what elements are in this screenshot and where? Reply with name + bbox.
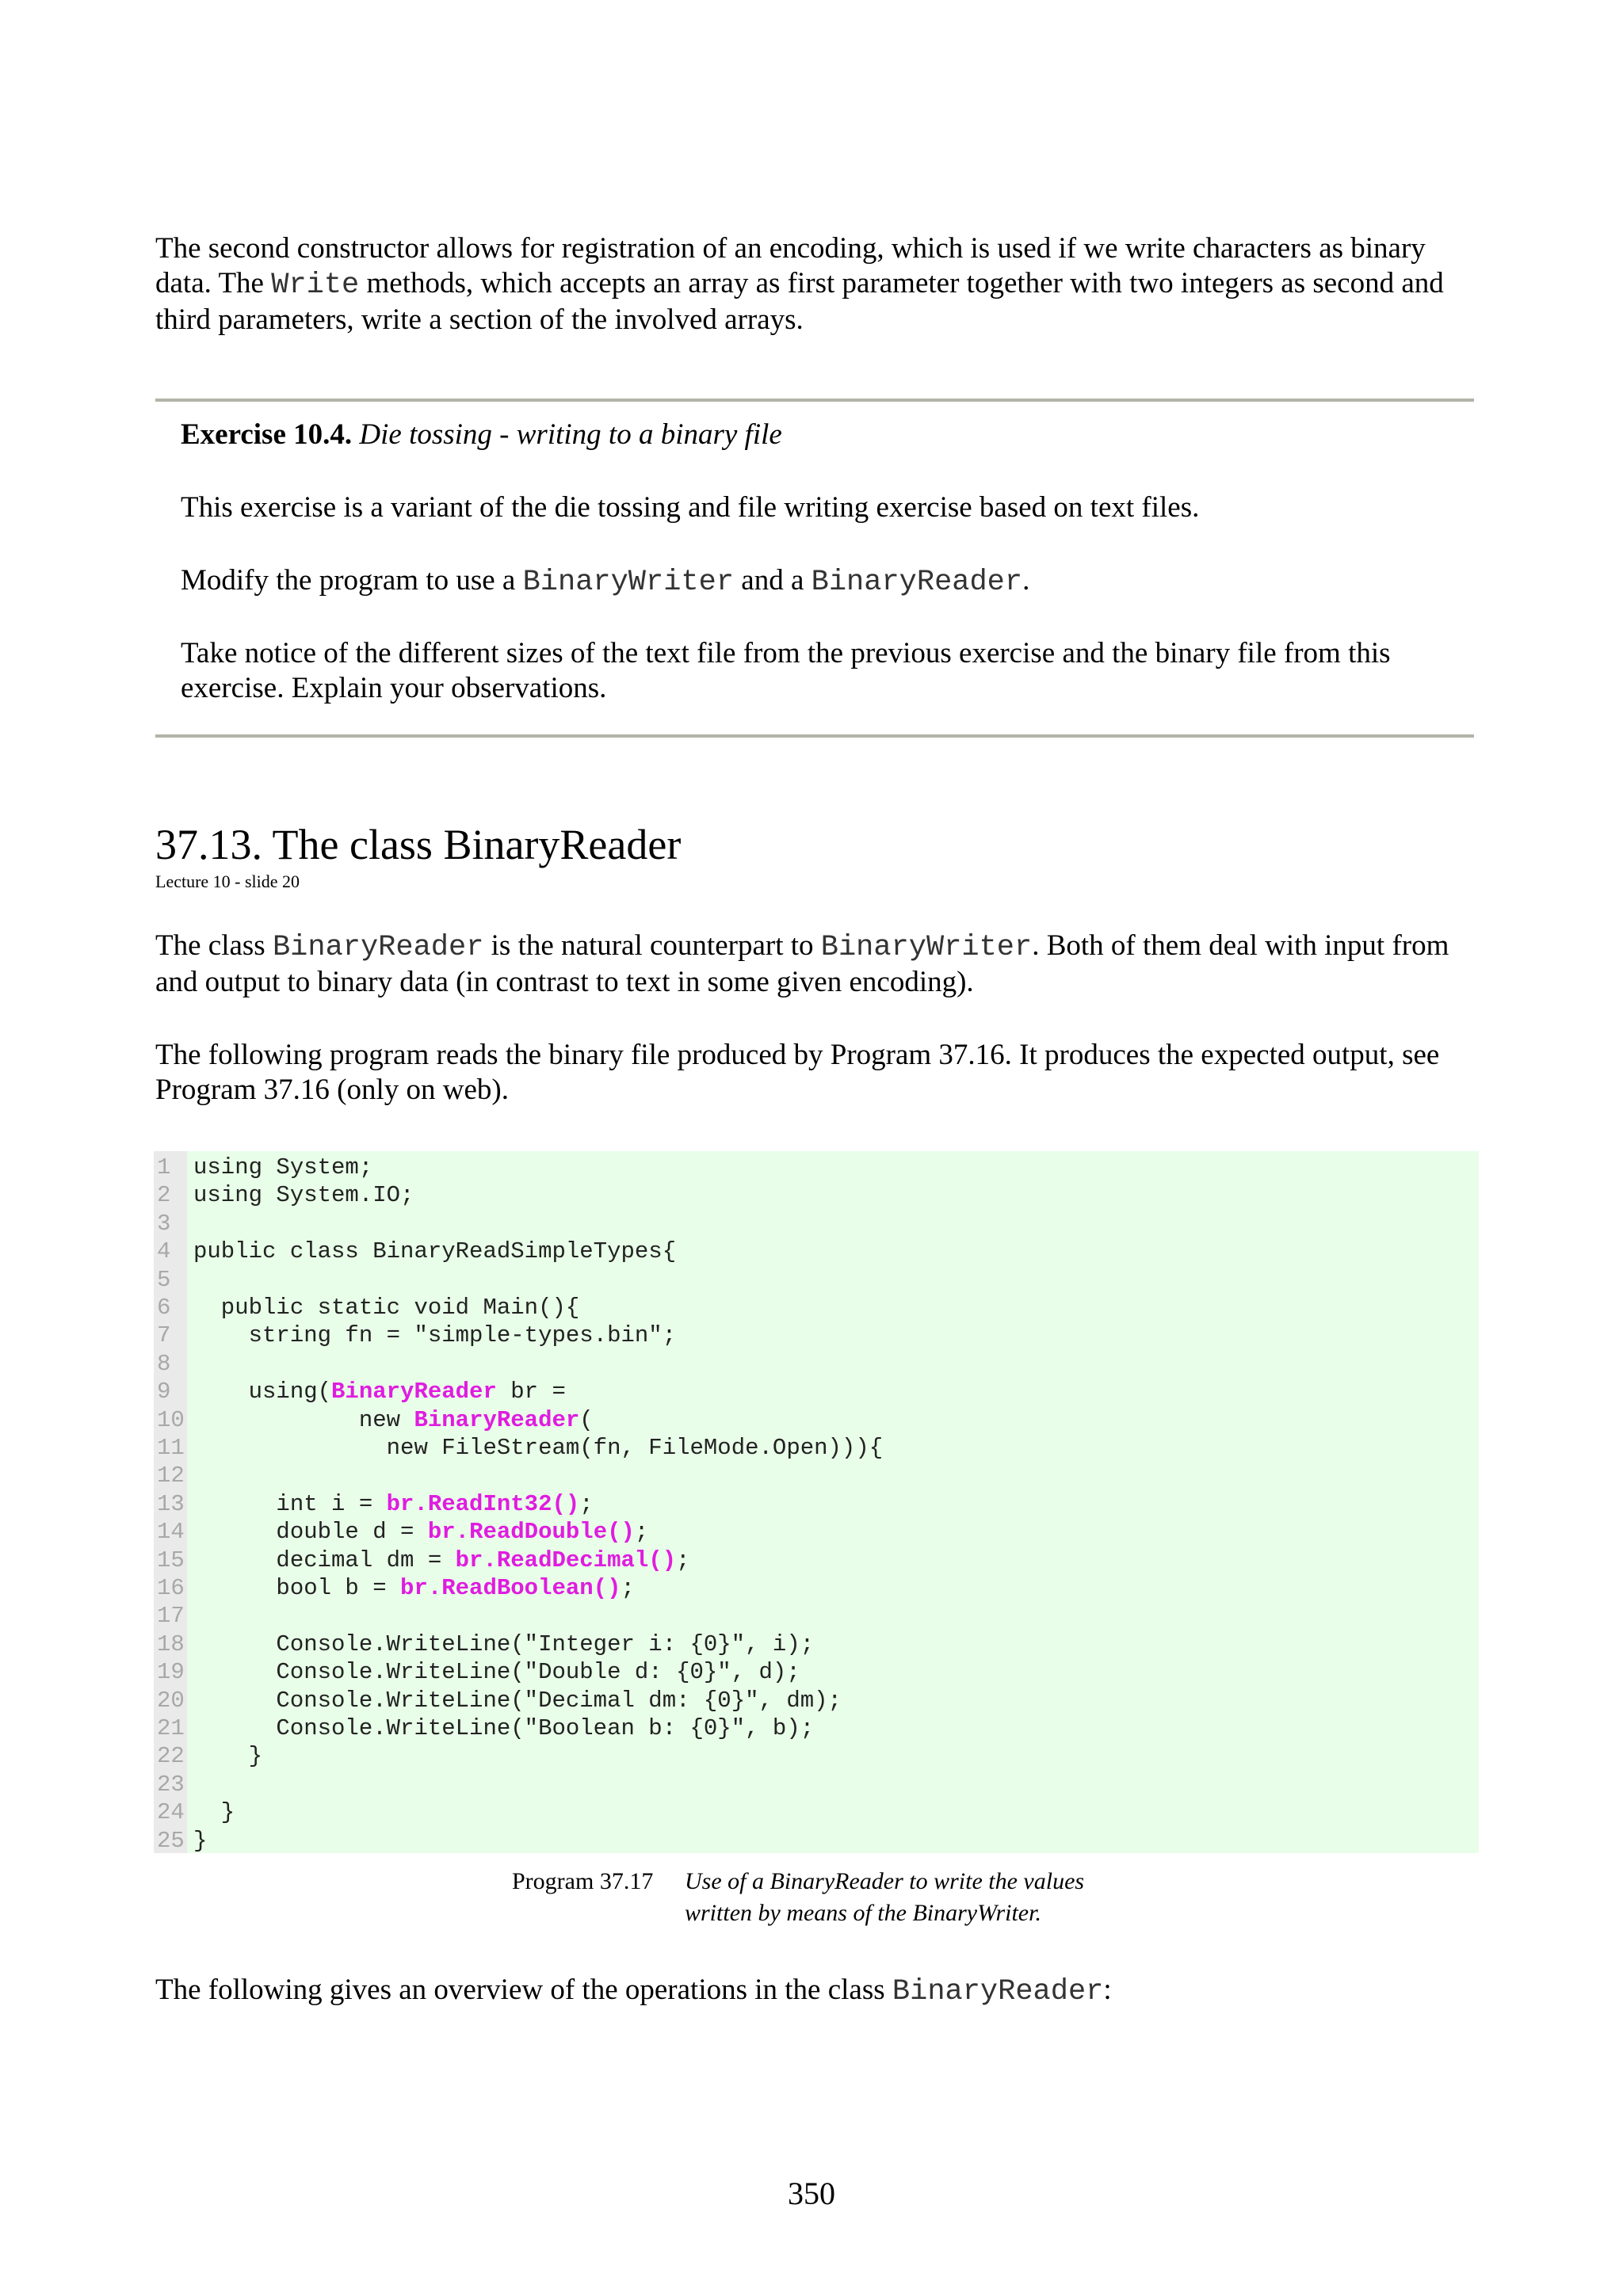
section-heading: 37.13. The class BinaryReader <box>155 821 682 868</box>
line-number: 7 <box>157 1322 171 1349</box>
code-highlight: BinaryReader <box>414 1406 580 1433</box>
line-number: 23 <box>157 1771 185 1798</box>
code-token: new <box>193 1406 414 1433</box>
line-number: 20 <box>157 1687 185 1714</box>
line-number: 3 <box>157 1210 171 1237</box>
code-token: using System; <box>193 1154 373 1180</box>
code-text <box>193 1658 800 1686</box>
code-text <box>193 1490 594 1518</box>
code-text <box>193 1798 235 1826</box>
line-number: 13 <box>157 1490 185 1517</box>
code-token: br = <box>496 1379 566 1405</box>
code-token: using( <box>193 1379 332 1405</box>
code-highlight: br.ReadBoolean() <box>400 1575 621 1601</box>
line-number: 14 <box>157 1519 185 1546</box>
line-number: 4 <box>157 1238 171 1265</box>
code-text <box>193 1434 883 1462</box>
section-text: is the natural counterpart to <box>483 929 821 962</box>
exercise-paragraph-3: Take notice of the different sizes of the text file from the previous exercise and the binary file from this exercise. Explain your observations. <box>181 637 1391 704</box>
inline-code-binarywriter: BinaryWriter <box>820 931 1033 964</box>
code-text <box>193 1238 676 1265</box>
closing-text-end: : <box>1103 1974 1112 2006</box>
code-token: Console.WriteLine("Integer i: {0}", i); <box>193 1630 815 1657</box>
line-number: 10 <box>157 1406 185 1433</box>
line-number: 11 <box>157 1435 185 1461</box>
code-token: Console.WriteLine("Decimal dm: {0}", dm); <box>193 1687 842 1714</box>
code-text <box>193 1630 814 1658</box>
code-text <box>193 1742 262 1770</box>
caption-label: Program 37.17 <box>512 1868 654 1894</box>
code-text <box>193 1827 207 1855</box>
line-number: 12 <box>157 1463 185 1489</box>
section-text: The class <box>155 929 273 962</box>
code-highlight: br.ReadDecimal() <box>455 1547 677 1573</box>
code-token: } <box>193 1743 263 1770</box>
section-text: . Both of them deal with input from and output to binary data (in contrast to text in some given encoding). <box>155 929 1449 998</box>
code-text <box>193 1294 579 1322</box>
inline-code-binarywriter: BinaryWriter <box>522 566 735 599</box>
line-number: 15 <box>157 1547 185 1573</box>
section-paragraph-2: The following program reads the binary file produced by Program 37.16. It produces the expected output, see Program 37.16 (only on web). <box>155 1039 1440 1106</box>
line-number: 25 <box>157 1827 185 1854</box>
code-token: using System.IO; <box>193 1182 414 1209</box>
inline-code-binaryreader: BinaryReader <box>272 931 484 964</box>
code-text <box>193 1547 690 1574</box>
code-token: string fn = "simple-types.bin"; <box>193 1322 677 1349</box>
line-number: 1 <box>157 1154 171 1180</box>
line-number: 21 <box>157 1715 185 1741</box>
exercise-paragraph-2 <box>181 563 1449 600</box>
line-number: 9 <box>157 1379 171 1405</box>
exercise-text: . <box>1022 564 1030 597</box>
intro-text: The second constructor allows for registration of an encoding, which is used if we write characters as binary data. The <box>155 232 1426 299</box>
line-number: 22 <box>157 1743 185 1770</box>
code-text <box>193 1714 814 1742</box>
exercise-heading <box>181 418 1449 452</box>
code-token: ; <box>579 1490 594 1517</box>
code-token: public class BinaryReadSimpleTypes{ <box>193 1238 677 1265</box>
caption-text: Use of a BinaryReader to write the values written by means of the BinaryWriter. <box>685 1868 1085 1926</box>
code-token: ( <box>579 1406 594 1433</box>
line-number: 6 <box>157 1295 171 1321</box>
inline-code-write: Write <box>271 269 360 302</box>
line-number: 18 <box>157 1630 185 1657</box>
code-highlight: BinaryReader <box>331 1379 497 1405</box>
code-token: ; <box>676 1547 690 1573</box>
exercise-title: Die tossing - writing to a binary file <box>359 418 782 451</box>
line-number: 17 <box>157 1603 185 1630</box>
code-text <box>193 1378 566 1405</box>
line-number: 16 <box>157 1575 185 1601</box>
code-token: decimal dm = <box>193 1547 456 1573</box>
code-token: Console.WriteLine("Boolean b: {0}", b); <box>193 1715 815 1741</box>
code-token: double d = <box>193 1519 428 1546</box>
exercise-label: Exercise 10.4. <box>181 418 353 451</box>
code-token: } <box>193 1799 235 1826</box>
line-number: 5 <box>157 1266 171 1293</box>
code-text <box>193 1406 594 1434</box>
closing-paragraph <box>155 1973 1474 2009</box>
exercise-box <box>155 399 1474 738</box>
line-number: 8 <box>157 1350 171 1377</box>
code-text <box>193 1687 842 1714</box>
code-token: ; <box>634 1519 649 1546</box>
code-highlight: br.ReadInt32() <box>386 1490 580 1517</box>
line-number: 2 <box>157 1182 171 1209</box>
intro-paragraph <box>155 231 1474 338</box>
code-token: } <box>193 1827 208 1854</box>
slide-reference: Lecture 10 - slide 20 <box>155 871 300 891</box>
code-token: bool b = <box>193 1575 401 1601</box>
closing-text: The following gives an overview of the operations in the class <box>155 1974 892 2006</box>
code-token: Console.WriteLine("Double d: {0}", d); <box>193 1659 800 1686</box>
code-token: int i = <box>193 1490 387 1517</box>
code-token: new FileStream(fn, FileMode.Open))){ <box>193 1435 884 1461</box>
section-paragraph-1 <box>155 929 1474 1000</box>
code-text <box>193 1518 648 1546</box>
code-highlight: br.ReadDouble() <box>427 1519 635 1546</box>
code-token: public static void Main(){ <box>193 1295 580 1321</box>
exercise-text: and a <box>734 564 812 597</box>
exercise-text: Modify the program to use a <box>181 564 523 597</box>
exercise-paragraph-1: This exercise is a variant of the die tossing and file writing exercise based on text files. <box>181 491 1200 524</box>
inline-code-binaryreader: BinaryReader <box>811 566 1023 599</box>
intro-text-cont: methods, which accepts an array as first parameter together with two integers as second and third parameters, write a section of the involved arrays. <box>155 267 1444 336</box>
code-listing <box>154 1151 1479 1853</box>
code-text <box>193 1181 414 1209</box>
code-text <box>193 1574 635 1602</box>
line-number: 19 <box>157 1659 185 1686</box>
code-text <box>193 1154 372 1181</box>
line-number: 24 <box>157 1799 185 1826</box>
page-number: 350 <box>788 2176 835 2211</box>
inline-code-binaryreader: BinaryReader <box>892 1975 1104 2008</box>
code-text <box>193 1322 676 1349</box>
code-token: ; <box>621 1575 635 1601</box>
